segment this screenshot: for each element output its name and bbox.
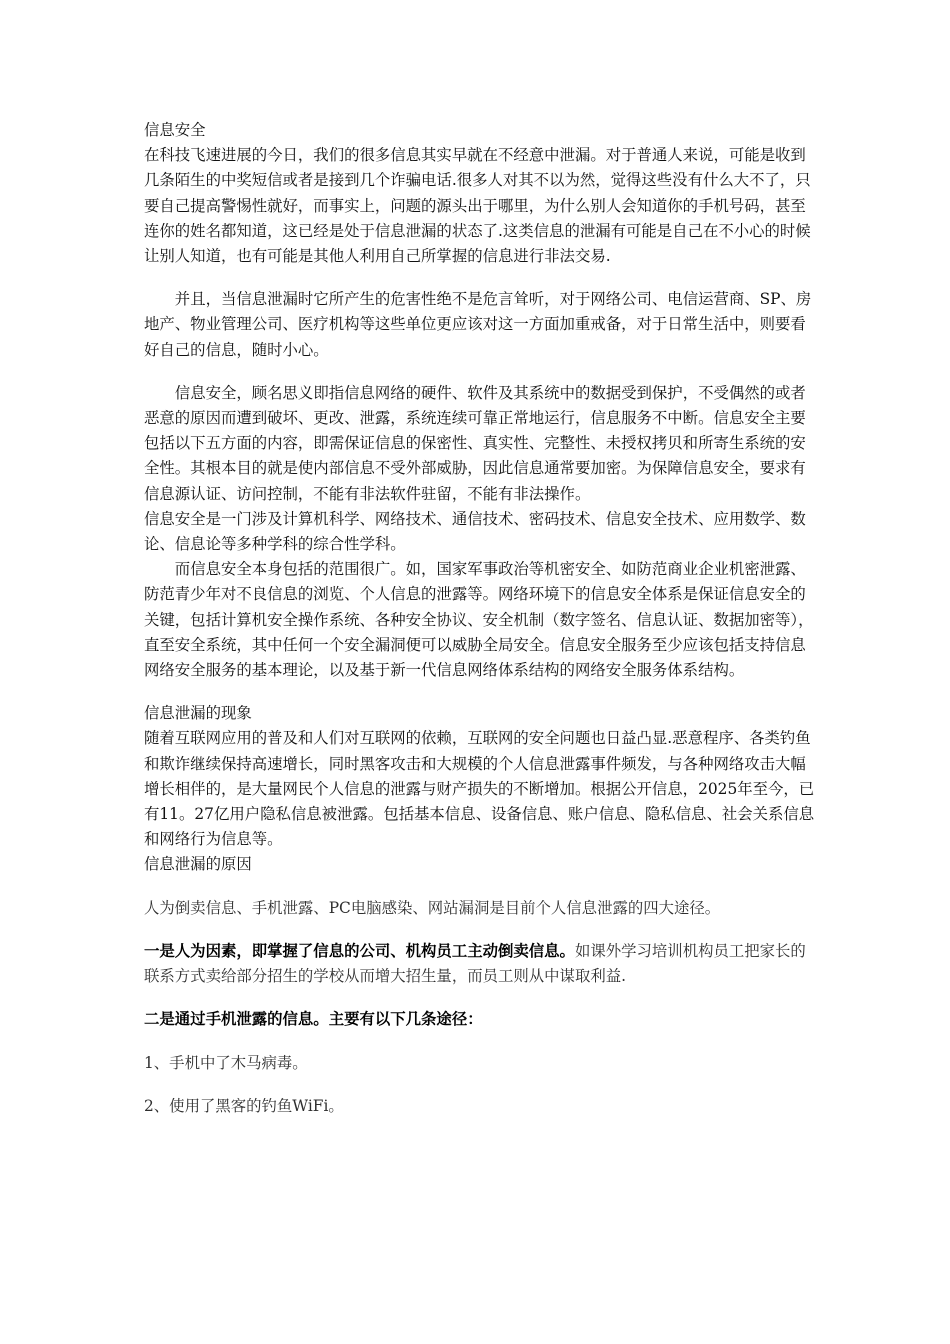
spacer xyxy=(144,878,816,896)
spacer xyxy=(144,1076,816,1094)
paragraph-four-channels: 人为倒卖信息、手机泄露、PC电脑感染、网站漏洞是目前个人信息泄露的四大途径。 xyxy=(144,898,721,917)
section-title-phenomenon: 信息泄漏的现象 xyxy=(144,704,252,723)
human-factor-lead: 一是人为因素，即掌握了信息的公司、机构员工主动倒卖信息。 xyxy=(144,941,575,960)
list-item-phishing-wifi: 2、使用了黑客的钓鱼WiFi。 xyxy=(144,1096,344,1115)
section-title-information-security: 信息安全 xyxy=(144,121,206,139)
paragraph-scope: 而信息安全本身包括的范围很广。如，国家军事政治等机密安全、如防范商业企业机密泄露、防范青少年对不良信息的浏览、个人信息的泄露等。网络环境下的信息安全体系是保证信息安全的关键，包括计算机安全操作系统、各种安全协议、安全机制（数字签名、信息认证、数据加密等），直至安全系统，其中任何一个安全漏洞便可以威胁全局安全。信息安全服务至少应该包括支持信息网络安全服务的基本理论，以及基于新一代信息网络体系结构的网络安全服务体系结构。 xyxy=(144,560,814,680)
spacer xyxy=(144,921,816,939)
paragraph-human-factor xyxy=(144,939,816,989)
spacer xyxy=(144,269,816,287)
section-title-causes: 信息泄漏的原因 xyxy=(144,855,252,874)
spacer xyxy=(144,683,816,701)
paragraph-harm: 并且，当信息泄漏时它所产生的危害性绝不是危言耸听，对于网络公司、电信运营商、SP、房地产、物业管理公司、医疗机构等这些单位更应该对这一方面加重戒备，对于日常生活中，则要看好自己的信息，随时小心。 xyxy=(144,290,812,359)
document-page xyxy=(144,118,816,1119)
paragraph-phone-leak: 二是通过手机泄露的信息。主要有以下几条途径： xyxy=(144,1010,483,1029)
list-item-trojan: 1、手机中了木马病毒。 xyxy=(144,1053,308,1072)
paragraph-phenomenon: 随着互联网应用的普及和人们对互联网的依赖，互联网的安全问题也日益凸显.恶意程序、各类钓鱼和欺诈继续保持高速增长，同时黑客攻击和大规模的个人信息泄露事件频发，与各种网络攻击大幅增长相伴的，是大量网民个人信息的泄露与财产损失的不断增加。根据公开信息，2025年至今，已有11。27亿用户隐私信息被泄露。包括基本信息、设备信息、账户信息、隐私信息、社会关系信息和网络行为信息等。 xyxy=(144,729,815,849)
spacer xyxy=(144,989,816,1007)
spacer xyxy=(144,1033,816,1051)
human-factor-detail: 如课外学习培训机构员工把家长的联系方式卖给部分招生的学校从而增大招生量，而员工则从中谋取利益. xyxy=(144,941,806,986)
paragraph-discipline: 信息安全是一门涉及计算机科学、网络技术、通信技术、密码技术、信息安全技术、应用数学、数论、信息论等多种学科的综合性学科。 xyxy=(144,509,806,554)
spacer xyxy=(144,363,816,381)
paragraph-intro: 在科技飞速进展的今日，我们的很多信息其实早就在不经意中泄漏。对于普通人来说，可能是收到几条陌生的中奖短信或者是接到几个诈骗电话.很多人对其不以为然，觉得这些没有什么大不了，只要自己提高警惕性就好，而事实上，问题的源头出于哪里，为什么别人会知道你的手机号码，甚至连你的姓名都知道，这已经是处于信息泄漏的状态了.这类信息的泄漏有可能是自己在不小心的时候让别人知道，也有可能是其他人利用自己所掌握的信息进行非法交易. xyxy=(144,146,811,266)
paragraph-definition: 信息安全，顾名思义即指信息网络的硬件、软件及其系统中的数据受到保护，不受偶然的或者恶意的原因而遭到破坏、更改、泄露，系统连续可靠正常地运行，信息服务不中断。信息安全主要包括以下五方面的内容，即需保证信息的保密性、真实性、完整性、未授权拷贝和所寄生系统的安全性。其根本目的就是使内部信息不受外部威胁，因此信息通常要加密。为保障信息安全，要求有信息源认证、访问控制，不能有非法软件驻留，不能有非法操作。 xyxy=(144,383,806,503)
